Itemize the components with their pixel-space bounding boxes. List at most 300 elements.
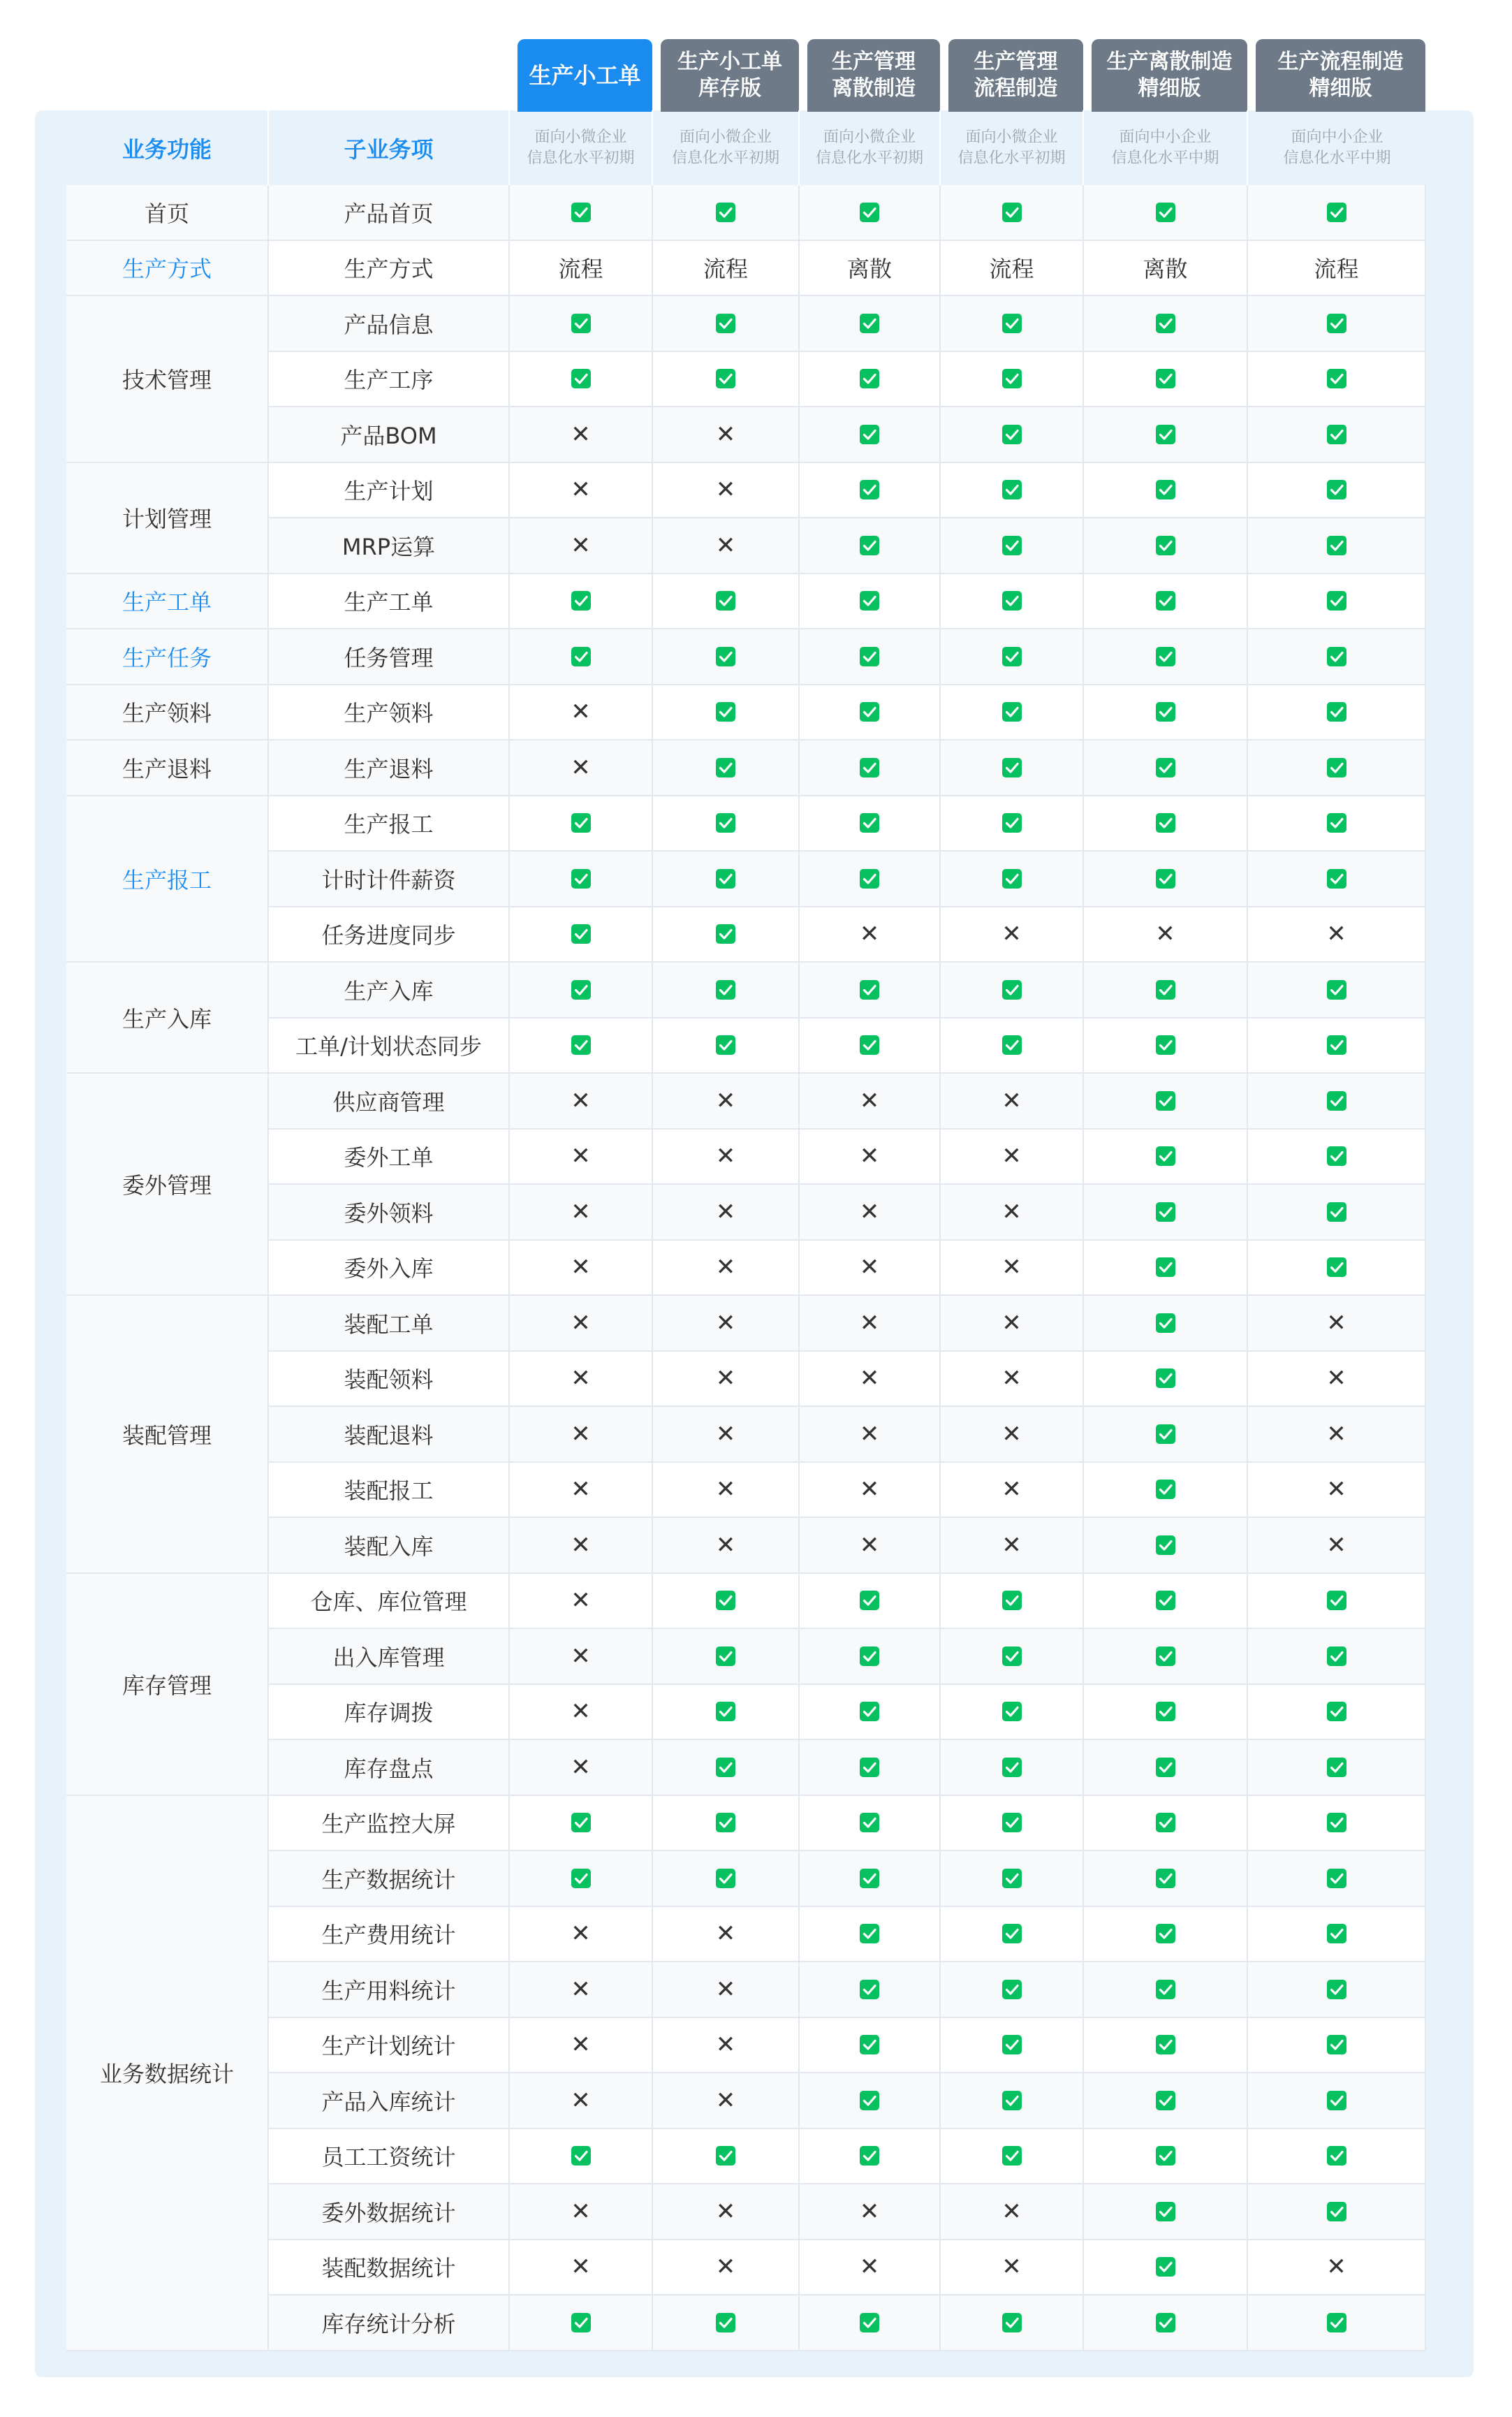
table-cell (941, 2295, 1084, 2351)
table-cell (653, 1685, 800, 1741)
table-cell (1248, 1518, 1426, 1574)
sub-item-cell (269, 2240, 510, 2296)
edition-tab-label: 生产小工单 (677, 50, 782, 74)
table-cell (941, 2129, 1084, 2185)
table-cell (1084, 852, 1248, 907)
table-cell (800, 2129, 941, 2185)
table-cell (800, 518, 941, 574)
edition-tab-label: 精细版 (1138, 76, 1201, 101)
cell-value: 流程 (558, 256, 603, 283)
sub-item-label: 装配入库 (344, 1533, 434, 1560)
cross-icon: ✕ (1326, 1531, 1346, 1559)
check-icon (715, 1868, 736, 1889)
audience-label: 面向小微企业 (823, 128, 916, 146)
table-cell (1084, 241, 1248, 297)
table-cell (941, 1907, 1084, 1963)
table-cell (941, 463, 1084, 519)
table-cell (941, 1629, 1084, 1685)
table-cell (510, 241, 653, 297)
sub-item-cell (269, 241, 510, 297)
check-icon (859, 2145, 880, 2166)
table-cell (941, 1185, 1084, 1241)
edition-tab-5[interactable] (1092, 39, 1247, 112)
check-icon (859, 368, 880, 389)
table-cell (510, 574, 653, 630)
cross-icon: ✕ (1326, 2253, 1346, 2281)
table-cell (1248, 1629, 1426, 1685)
table-cell (1248, 1685, 1426, 1741)
sub-item-cell (269, 852, 510, 907)
table-cell (510, 2073, 653, 2129)
check-icon (1001, 424, 1022, 445)
check-icon (1001, 701, 1022, 722)
audience-label: 面向中小企业 (1291, 128, 1383, 146)
check-icon (1326, 1090, 1347, 1111)
check-icon (1326, 1701, 1347, 1722)
cell-value: 流程 (989, 256, 1034, 283)
table-cell (653, 1407, 800, 1463)
check-icon (859, 313, 880, 334)
check-icon (1001, 1757, 1022, 1778)
table-cell (1248, 2184, 1426, 2240)
cross-icon: ✕ (1155, 920, 1175, 949)
table-cell (510, 1962, 653, 2018)
check-icon (1155, 2090, 1176, 2111)
table-cell (1084, 1407, 1248, 1463)
category-label: 计划管理 (122, 506, 212, 532)
check-icon (1155, 313, 1176, 334)
table-cell (1084, 1241, 1248, 1297)
edition-tabs (513, 39, 1430, 112)
check-icon (571, 1868, 592, 1889)
table-cell (653, 685, 800, 741)
table-cell (1084, 2295, 1248, 2351)
check-icon (1326, 313, 1347, 334)
cross-icon: ✕ (859, 920, 880, 949)
table-cell (941, 2018, 1084, 2074)
check-icon (715, 313, 736, 334)
check-icon (1155, 2145, 1176, 2166)
category-label: 首页 (144, 200, 189, 227)
check-icon (571, 2145, 592, 2166)
sub-item-label: 生产工单 (344, 589, 434, 616)
check-icon (1155, 1035, 1176, 1056)
table-cell (653, 296, 800, 352)
table-cell (510, 2240, 653, 2296)
table-cell (1248, 296, 1426, 352)
table-cell (1084, 2240, 1248, 2296)
check-icon (859, 1035, 880, 1056)
check-icon (1001, 2145, 1022, 2166)
category-label: 生产入库 (122, 1005, 212, 1032)
category-cell (66, 1574, 269, 1796)
sub-item-cell (269, 518, 510, 574)
table-cell (1248, 852, 1426, 907)
check-icon (1155, 1257, 1176, 1278)
table-cell (1084, 1296, 1248, 1352)
cross-icon: ✕ (859, 1142, 880, 1171)
sub-item-cell (269, 2018, 510, 2074)
header-sub-item-label: 子业务项 (344, 136, 434, 163)
check-icon (715, 923, 736, 944)
check-icon (1326, 424, 1347, 445)
sub-item-cell (269, 2295, 510, 2351)
table-cell (1248, 574, 1426, 630)
table-cell (800, 1574, 941, 1630)
edition-tab-3[interactable] (807, 39, 940, 112)
sub-item-cell (269, 1463, 510, 1519)
header-audience-2 (653, 110, 800, 185)
category-cell (66, 629, 269, 685)
sub-item-cell (269, 907, 510, 963)
table-cell (1248, 2295, 1426, 2351)
sub-item-label: 生产工序 (344, 367, 434, 394)
table-cell (1084, 629, 1248, 685)
edition-tab-label: 流程制造 (974, 76, 1058, 101)
sub-item-cell (269, 185, 510, 241)
sub-item-label: 装配数据统计 (321, 2255, 456, 2282)
table-cell (510, 1851, 653, 1907)
table-cell (1248, 1851, 1426, 1907)
table-cell (800, 1518, 941, 1574)
table-cell (1248, 1740, 1426, 1796)
table-cell (941, 685, 1084, 741)
table-cell (941, 1241, 1084, 1297)
cross-icon: ✕ (1001, 1197, 1022, 1226)
check-icon (715, 646, 736, 667)
check-icon (1326, 1257, 1347, 1278)
sub-item-label: 仓库、库位管理 (310, 1589, 467, 1616)
check-icon (859, 2034, 880, 2055)
table-cell (653, 1018, 800, 1074)
sub-item-label: 供应商管理 (332, 1088, 445, 1116)
audience-label: 信息化水平初期 (815, 149, 923, 167)
table-cell (1084, 407, 1248, 463)
check-icon (1001, 590, 1022, 611)
cross-icon: ✕ (571, 2197, 591, 2226)
audience-label: 面向小微企业 (965, 128, 1058, 146)
sub-item-label: 委外数据统计 (321, 2199, 456, 2226)
cross-icon: ✕ (1001, 920, 1022, 949)
cell-value: 离散 (846, 256, 892, 283)
cross-icon: ✕ (859, 1531, 880, 1559)
table-cell (941, 852, 1084, 907)
cross-icon: ✕ (715, 1920, 736, 1948)
table-cell (1084, 463, 1248, 519)
check-icon (859, 701, 880, 722)
table-cell (1084, 2129, 1248, 2185)
cross-icon: ✕ (715, 1308, 736, 1337)
table-cell (800, 1740, 941, 1796)
cross-icon: ✕ (1001, 1142, 1022, 1171)
table-cell (1248, 1185, 1426, 1241)
table-cell (510, 1074, 653, 1130)
cross-icon: ✕ (571, 1475, 591, 1504)
sub-item-label: 装配报工 (344, 1477, 434, 1505)
check-icon (1155, 1923, 1176, 1944)
table-cell (941, 1962, 1084, 2018)
table-cell (941, 963, 1084, 1018)
check-icon (571, 2312, 592, 2333)
cross-icon: ✕ (859, 1308, 880, 1337)
cross-icon: ✕ (1001, 1419, 1022, 1448)
sub-item-cell (269, 296, 510, 352)
table-cell (653, 1796, 800, 1852)
sub-item-label: 任务进度同步 (321, 922, 456, 949)
cross-icon: ✕ (1001, 1531, 1022, 1559)
check-icon (1155, 2256, 1176, 2277)
table-cell (1248, 740, 1426, 796)
sub-item-label: MRP运算 (342, 533, 436, 560)
check-icon (571, 368, 592, 389)
table-cell (510, 1629, 653, 1685)
table-cell (1248, 1074, 1426, 1130)
cross-icon: ✕ (571, 1697, 591, 1726)
edition-tab-1[interactable] (518, 39, 652, 112)
table-cell (1248, 1130, 1426, 1185)
cross-icon: ✕ (1326, 920, 1346, 949)
sub-item-cell (269, 1629, 510, 1685)
cross-icon: ✕ (571, 1253, 591, 1282)
check-icon (571, 590, 592, 611)
edition-tab-label: 生产管理 (832, 50, 916, 74)
category-cell (66, 463, 269, 574)
sub-item-label: 生产费用统计 (321, 1922, 456, 1949)
check-icon (859, 646, 880, 667)
table-cell (800, 1907, 941, 1963)
sub-item-cell (269, 1296, 510, 1352)
category-cell (66, 1074, 269, 1296)
table-cell (1248, 2018, 1426, 2074)
sub-item-label: 委外领料 (344, 1199, 434, 1227)
table-cell (1084, 296, 1248, 352)
check-icon (571, 646, 592, 667)
table-cell (941, 1685, 1084, 1741)
check-icon (1326, 1757, 1347, 1778)
check-icon (859, 979, 880, 1000)
table-cell (510, 1018, 653, 1074)
cross-icon: ✕ (571, 531, 591, 560)
cross-icon: ✕ (715, 2197, 736, 2226)
sub-item-label: 产品入库统计 (321, 2088, 456, 2115)
table-cell (1248, 1018, 1426, 1074)
table-cell (800, 685, 941, 741)
check-icon (859, 2090, 880, 2111)
check-icon (1001, 2090, 1022, 2111)
header-audience-5 (1084, 110, 1248, 185)
table-cell (941, 185, 1084, 241)
check-icon (859, 757, 880, 778)
check-icon (715, 757, 736, 778)
category-label: 生产领料 (122, 700, 212, 727)
check-icon (1326, 1035, 1347, 1056)
check-icon (1155, 1424, 1176, 1445)
table-cell (800, 2184, 941, 2240)
check-icon (1001, 757, 1022, 778)
sub-item-label: 生产计划 (344, 478, 434, 505)
category-label: 生产方式 (122, 256, 212, 283)
cross-icon: ✕ (571, 2086, 591, 2115)
check-icon (715, 1701, 736, 1722)
check-icon (1326, 2034, 1347, 2055)
check-icon (859, 1979, 880, 2000)
check-icon (1001, 479, 1022, 500)
table-cell (1248, 685, 1426, 741)
table-cell (1248, 2073, 1426, 2129)
table-cell (941, 1851, 1084, 1907)
check-icon (1155, 979, 1176, 1000)
table-cell (653, 963, 800, 1018)
check-icon (715, 812, 736, 833)
check-icon (1155, 368, 1176, 389)
check-icon (1326, 1146, 1347, 1167)
check-icon (1155, 479, 1176, 500)
check-icon (1155, 1868, 1176, 1889)
table-cell (941, 241, 1084, 297)
check-icon (1155, 1479, 1176, 1500)
table-cell (1248, 2129, 1426, 2185)
table-cell (653, 1629, 800, 1685)
check-icon (1155, 1701, 1176, 1722)
check-icon (1326, 535, 1347, 556)
table-cell (1084, 352, 1248, 408)
table-cell (1084, 907, 1248, 963)
sub-item-cell (269, 1740, 510, 1796)
sub-item-label: 委外工单 (344, 1144, 434, 1171)
check-icon (715, 868, 736, 889)
check-icon (1326, 646, 1347, 667)
edition-tab-2[interactable] (661, 39, 799, 112)
sub-item-label: 生产退料 (344, 755, 434, 782)
table-cell (941, 1518, 1084, 1574)
category-label: 生产工单 (122, 589, 212, 616)
table-cell (653, 2184, 800, 2240)
check-icon (1001, 2034, 1022, 2055)
check-icon (715, 701, 736, 722)
table-cell (653, 1296, 800, 1352)
table-cell (941, 518, 1084, 574)
cross-icon: ✕ (571, 1364, 591, 1393)
cross-icon: ✕ (859, 2197, 880, 2226)
cross-icon: ✕ (571, 1920, 591, 1948)
table-cell (941, 1352, 1084, 1408)
table-cell (800, 1962, 941, 2018)
table-cell (800, 796, 941, 852)
table-cell (1248, 1407, 1426, 1463)
table-cell (941, 629, 1084, 685)
check-icon (571, 812, 592, 833)
check-icon (715, 590, 736, 611)
table-cell (800, 1296, 941, 1352)
table-cell (510, 1296, 653, 1352)
sub-item-label: 生产入库 (344, 977, 434, 1005)
table-cell (800, 1463, 941, 1519)
table-cell (800, 963, 941, 1018)
sub-item-cell (269, 1851, 510, 1907)
table-cell (1084, 574, 1248, 630)
sub-item-label: 生产数据统计 (321, 1866, 456, 1893)
header-business-function-label: 业务功能 (122, 136, 212, 163)
table-cell (1248, 1962, 1426, 2018)
table-cell (653, 1130, 800, 1185)
table-cell (510, 1574, 653, 1630)
check-icon (571, 979, 592, 1000)
check-icon (1001, 1701, 1022, 1722)
audience-label: 信息化水平初期 (671, 149, 779, 167)
edition-tab-label: 生产流程制造 (1277, 50, 1404, 74)
table-cell (800, 1185, 941, 1241)
table-cell (510, 796, 653, 852)
check-icon (571, 202, 592, 223)
table-cell (800, 1241, 941, 1297)
edition-tab-6[interactable] (1256, 39, 1425, 112)
sub-item-label: 出入库管理 (332, 1644, 445, 1671)
table-cell (1248, 241, 1426, 297)
cell-value: 流程 (1314, 256, 1359, 283)
check-icon (715, 979, 736, 1000)
check-icon (859, 1868, 880, 1889)
cross-icon: ✕ (1001, 1364, 1022, 1393)
check-icon (859, 424, 880, 445)
cross-icon: ✕ (571, 1197, 591, 1226)
cross-icon: ✕ (571, 1086, 591, 1115)
table-cell (510, 1685, 653, 1741)
cross-icon: ✕ (1001, 1308, 1022, 1337)
table-cell (941, 1796, 1084, 1852)
check-icon (1155, 1368, 1176, 1389)
check-icon (1326, 1923, 1347, 1944)
cross-icon: ✕ (571, 1419, 591, 1448)
table-cell (1084, 2184, 1248, 2240)
table-cell (510, 518, 653, 574)
sub-item-label: 生产用料统计 (321, 1977, 456, 2004)
table-cell (653, 629, 800, 685)
sub-item-label: 产品BOM (340, 422, 437, 449)
check-icon (1326, 590, 1347, 611)
table-cell (800, 1685, 941, 1741)
table-cell (1084, 1851, 1248, 1907)
table-cell (510, 1907, 653, 1963)
cross-icon: ✕ (571, 753, 591, 782)
table-cell (941, 2240, 1084, 2296)
cross-icon: ✕ (715, 531, 736, 560)
sub-item-label: 生产监控大屏 (321, 1811, 456, 1838)
table-cell (510, 740, 653, 796)
table-cell (1248, 1574, 1426, 1630)
edition-tab-4[interactable] (948, 39, 1083, 112)
cross-icon: ✕ (715, 1975, 736, 2003)
cross-icon: ✕ (715, 1475, 736, 1504)
table-cell (1084, 1962, 1248, 2018)
header-business-function (66, 110, 269, 185)
check-icon (1155, 1090, 1176, 1111)
table-cell (653, 1962, 800, 2018)
sub-item-cell (269, 796, 510, 852)
cross-icon: ✕ (571, 2031, 591, 2059)
check-icon (1001, 1868, 1022, 1889)
sub-item-label: 产品首页 (344, 200, 434, 227)
table-cell (800, 574, 941, 630)
table-cell (1084, 963, 1248, 1018)
check-icon (859, 2312, 880, 2333)
check-icon (715, 1646, 736, 1667)
table-cell (1248, 1907, 1426, 1963)
table-cell (510, 352, 653, 408)
sub-item-cell (269, 1685, 510, 1741)
table-cell (800, 1018, 941, 1074)
check-icon (571, 1035, 592, 1056)
sub-item-cell (269, 740, 510, 796)
